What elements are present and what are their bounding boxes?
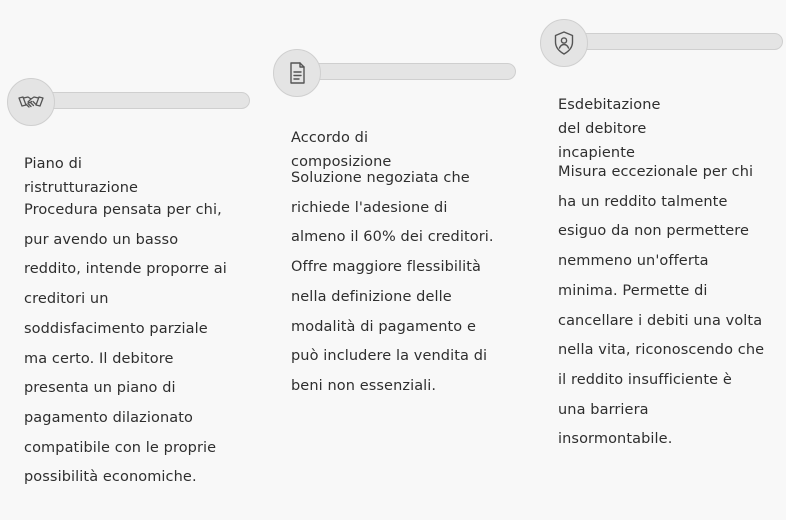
description-line: presenta un piano di bbox=[24, 380, 176, 397]
card-title-line: incapiente bbox=[558, 145, 636, 161]
card-title: Piano di ristrutturazione bbox=[24, 156, 139, 196]
card-description bbox=[558, 158, 764, 455]
description-line: richiede l'adesione di bbox=[291, 199, 448, 216]
description-line: Soluzione negoziata che bbox=[291, 170, 470, 186]
card-title: Accordo di composizione bbox=[291, 130, 392, 170]
description-line: almeno il 60% dei creditori. bbox=[291, 229, 494, 246]
shield-person-icon bbox=[540, 19, 588, 67]
description-line: modalità di pagamento e bbox=[291, 318, 476, 335]
description-line: nella vita, riconoscendo che bbox=[558, 342, 765, 359]
description-line: cancellare i debiti una volta bbox=[558, 312, 763, 329]
card-header-bar bbox=[558, 33, 783, 50]
card-header-bar bbox=[24, 92, 250, 109]
description-line: esiguo da non permettere bbox=[558, 223, 750, 240]
description-line: Procedura pensata per chi, bbox=[24, 202, 222, 218]
card-description bbox=[24, 196, 227, 493]
handshake-icon bbox=[7, 78, 55, 126]
description-line: nemmeno un'offerta bbox=[558, 253, 709, 270]
description-line: pur avendo un basso bbox=[24, 231, 179, 248]
card-header-bar bbox=[290, 63, 516, 80]
description-line: Offre maggiore flessibilità bbox=[291, 259, 482, 276]
description-line: soddisfacimento parziale bbox=[24, 320, 208, 337]
description-line: ha un reddito talmente bbox=[558, 193, 728, 210]
card-description bbox=[291, 164, 494, 402]
description-line: minima. Permette di bbox=[558, 282, 708, 299]
description-line: ma certo. Il debitore bbox=[24, 350, 174, 367]
description-line: può includere la vendita di bbox=[291, 348, 488, 365]
description-line: una barriera bbox=[558, 401, 649, 418]
description-line: possibilità economiche. bbox=[24, 469, 197, 486]
description-line: il reddito insufficiente è bbox=[558, 371, 732, 388]
card-title-line: Esdebitazione del debitore bbox=[558, 97, 661, 137]
description-line: nella definizione delle bbox=[291, 288, 452, 305]
description-line: pagamento dilazionato bbox=[24, 409, 193, 426]
description-line: beni non essenziali. bbox=[291, 377, 437, 394]
description-line: insormontabile. bbox=[558, 431, 673, 448]
description-line: reddito, intende proporre ai bbox=[24, 261, 227, 278]
document-icon bbox=[273, 49, 321, 97]
description-line: Misura eccezionale per chi bbox=[558, 164, 754, 180]
description-line: compatibile con le proprie bbox=[24, 439, 217, 456]
description-line: creditori un bbox=[24, 291, 109, 308]
card-title bbox=[558, 93, 661, 165]
